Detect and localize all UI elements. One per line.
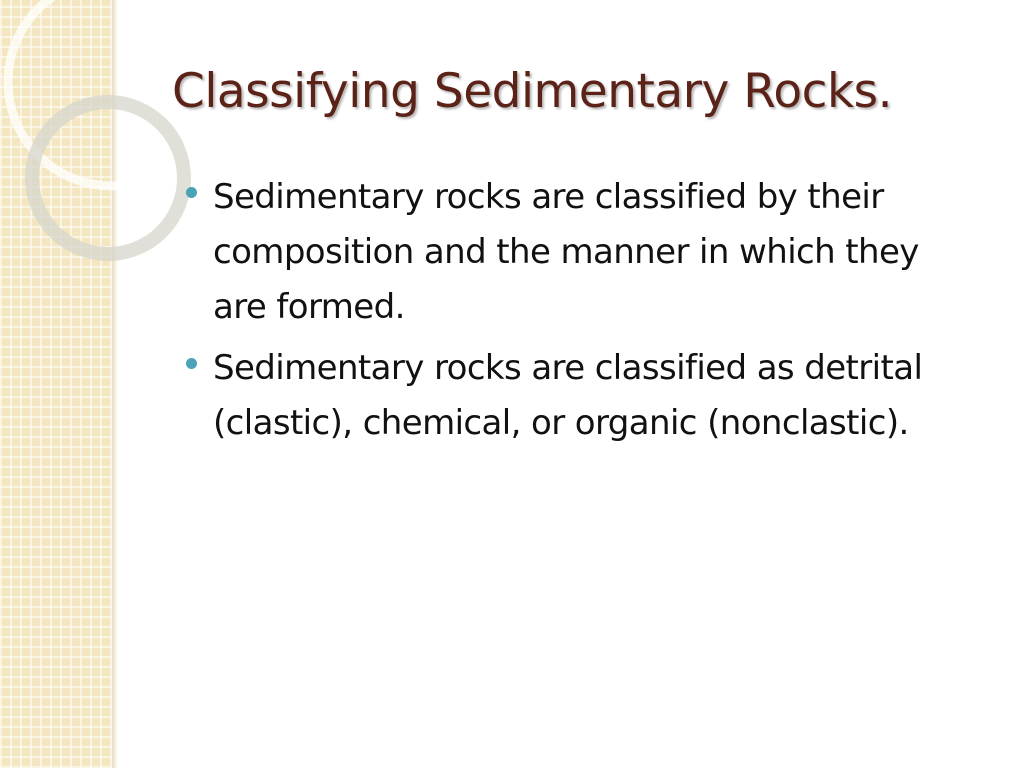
- bullet-dot-icon: [186, 358, 197, 369]
- decorative-rings: [0, 0, 200, 280]
- bullet-item: [186, 341, 976, 451]
- bullet-dot-icon: [186, 187, 197, 198]
- slide-title: Classifying Sedimentary Rocks.: [172, 64, 893, 119]
- bullet-text: Sedimentary rocks are classified by their composition and the manner in which they are formed.: [213, 177, 919, 327]
- bullet-list: [186, 170, 976, 457]
- bullet-item: [186, 170, 976, 335]
- bullet-text: Sedimentary rocks are classified as detrital (clastic), chemical, or organic (nonclastic).: [213, 348, 923, 443]
